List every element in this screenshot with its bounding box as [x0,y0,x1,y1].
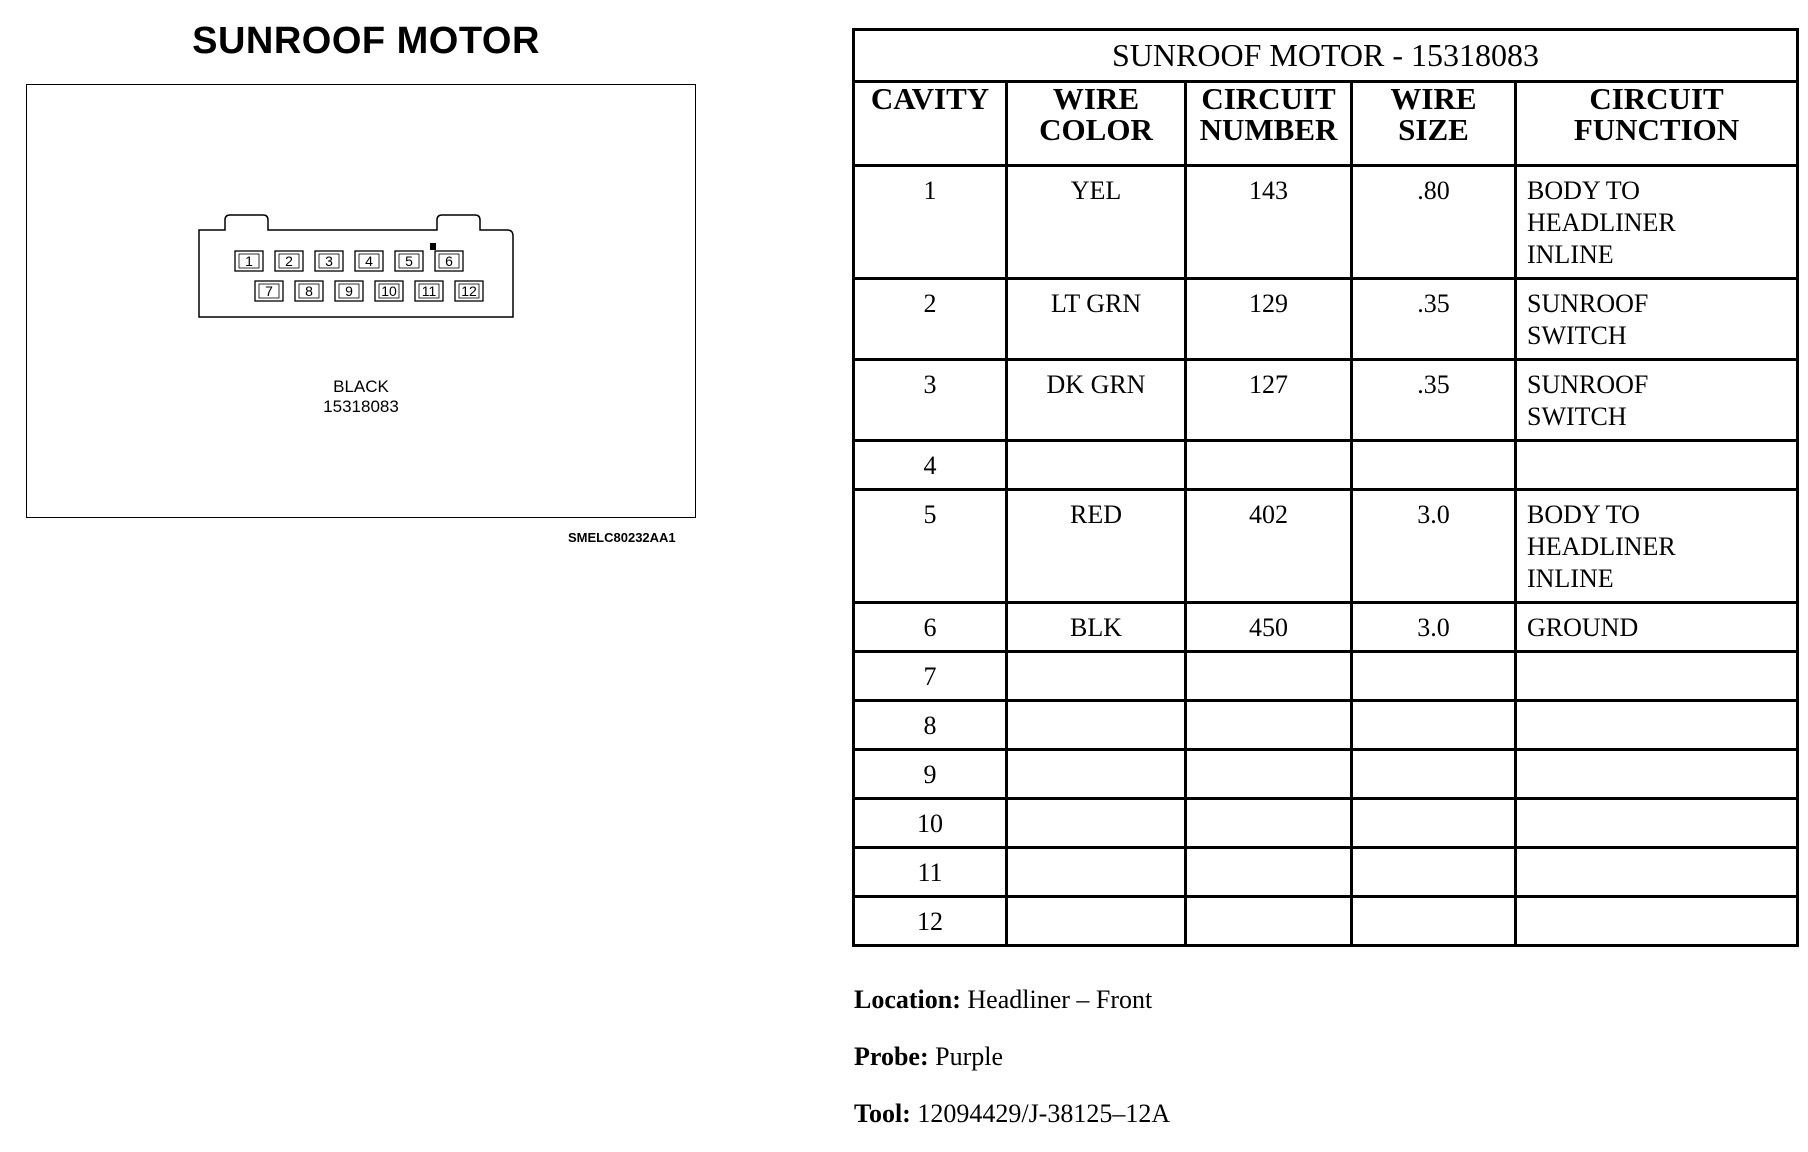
circuit-function-cell [1516,441,1798,490]
pin-cavity-8 [295,281,323,301]
wire-size-cell [1352,441,1516,490]
connector-outline [27,85,697,519]
wire-color-cell [1007,848,1186,897]
table-row [854,279,1798,360]
header-wire-size: WIRE SIZE [1352,82,1516,166]
wire-size-cell [1352,652,1516,701]
cavity-cell: 8 [854,701,1007,750]
wire-size-cell: 3.0 [1352,603,1516,652]
pin-number: 11 [421,283,437,299]
cavity-cell: 7 [854,652,1007,701]
circuit-function-line: SUNROOF [1527,289,1649,318]
circuit-function-line: HEADLINER [1527,208,1676,237]
wire-size-cell [1352,701,1516,750]
header-wire-color: WIRE COLOR [1007,82,1186,166]
table-row [854,652,1798,701]
circuit-number-cell [1186,799,1352,848]
connector-color: BLACK [333,377,389,396]
probe-note [854,1042,1003,1072]
pin-cavity-9 [335,281,363,301]
pin-cavity-10 [375,281,403,301]
circuit-function-cell [1516,750,1798,799]
circuit-function-cell [1516,279,1798,360]
connector-part-number: 15318083 [323,397,399,416]
header-circuit-function: CIRCUIT FUNCTION [1516,82,1798,166]
pin-number: 1 [245,253,253,269]
location-label: Location: [854,985,961,1014]
wire-color-cell [1007,441,1186,490]
circuit-function-line: INLINE [1527,240,1614,269]
circuit-function-line: BODY TO [1527,176,1640,205]
table-row [854,360,1798,441]
pin-number: 10 [381,283,397,299]
cavity-cell: 9 [854,750,1007,799]
table-title: SUNROOF MOTOR - 15318083 [854,30,1798,82]
table-row [854,166,1798,279]
circuit-function-line: HEADLINER [1527,532,1676,561]
pin-number: 12 [461,283,477,299]
wire-size-cell: .35 [1352,360,1516,441]
circuit-function-cell [1516,897,1798,946]
table-row [854,701,1798,750]
cavity-cell: 4 [854,441,1007,490]
cavity-cell: 10 [854,799,1007,848]
pin-number: 9 [345,283,353,299]
circuit-number-cell [1186,750,1352,799]
circuit-function-cell [1516,652,1798,701]
wire-size-cell [1352,750,1516,799]
probe-value: Purple [935,1042,1004,1071]
circuit-function-cell [1516,701,1798,750]
wire-color-cell: DK GRN [1007,360,1186,441]
table-row [854,441,1798,490]
pin-cavity-2 [275,251,303,271]
circuit-number-cell [1186,897,1352,946]
wire-color-cell: BLK [1007,603,1186,652]
circuit-function-cell [1516,166,1798,279]
wire-color-cell [1007,701,1186,750]
wire-size-cell [1352,799,1516,848]
circuit-function-line: GROUND [1527,613,1639,642]
cavity-cell: 6 [854,603,1007,652]
circuit-number-cell [1186,652,1352,701]
pin-number: 4 [365,253,373,269]
pin-number: 5 [405,253,413,269]
wire-color-cell [1007,652,1186,701]
cavity-cell: 5 [854,490,1007,603]
table-row [854,897,1798,946]
location-value: Headliner – Front [967,985,1153,1014]
wire-size-cell: 3.0 [1352,490,1516,603]
circuit-number-cell: 402 [1186,490,1352,603]
pin-cavity-7 [255,281,283,301]
header-circuit-number: CIRCUIT NUMBER [1186,82,1352,166]
circuit-number-cell: 127 [1186,360,1352,441]
circuit-function-cell [1516,490,1798,603]
circuit-number-cell [1186,701,1352,750]
pin-cavity-11 [415,281,443,301]
figure-id: SMELC80232AA1 [568,530,676,545]
wire-color-cell [1007,799,1186,848]
cavity-cell: 1 [854,166,1007,279]
location-note [854,985,1152,1015]
pin-cavity-4 [355,251,383,271]
pin-cavity-3 [315,251,343,271]
pin-cavity-12 [455,281,483,301]
circuit-number-cell [1186,441,1352,490]
wire-size-cell: .80 [1352,166,1516,279]
cavity-cell: 12 [854,897,1007,946]
pin-cavity-1 [235,251,263,271]
tool-note [854,1099,1170,1129]
circuit-function-line: BODY TO [1527,500,1640,529]
cavity-cell: 3 [854,360,1007,441]
circuit-number-cell: 450 [1186,603,1352,652]
tool-value: 12094429/J-38125–12A [917,1099,1171,1128]
circuit-function-line: INLINE [1527,564,1614,593]
connector-color-label [27,377,695,417]
cavity-cell: 11 [854,848,1007,897]
pin-number: 8 [305,283,313,299]
tool-label: Tool: [854,1099,911,1128]
pin-number: 3 [325,253,333,269]
table-row [854,750,1798,799]
cavity-cell: 2 [854,279,1007,360]
circuit-function-cell [1516,603,1798,652]
wire-size-cell [1352,848,1516,897]
wire-size-cell [1352,897,1516,946]
circuit-function-line: SWITCH [1527,402,1627,431]
wire-color-cell: YEL [1007,166,1186,279]
pin-number: 6 [445,253,453,269]
table-row [854,848,1798,897]
wire-color-cell: LT GRN [1007,279,1186,360]
table-row [854,799,1798,848]
pin-cavity-6 [435,251,463,271]
circuit-number-cell: 143 [1186,166,1352,279]
table-row [854,490,1798,603]
circuit-function-cell [1516,848,1798,897]
circuit-number-cell: 129 [1186,279,1352,360]
pin-number: 7 [265,283,273,299]
circuit-function-cell [1516,799,1798,848]
probe-label: Probe: [854,1042,929,1071]
circuit-function-line: SWITCH [1527,321,1627,350]
circuit-function-cell [1516,360,1798,441]
wire-size-cell: .35 [1352,279,1516,360]
pin-cavity-5 [395,251,423,271]
connector-title: SUNROOF MOTOR [192,20,540,62]
wire-color-cell [1007,897,1186,946]
header-cavity: CAVITY [854,82,1007,166]
pin-number: 2 [285,253,293,269]
circuit-function-line: SUNROOF [1527,370,1649,399]
pinout-table [852,28,1799,947]
circuit-number-cell [1186,848,1352,897]
wire-color-cell: RED [1007,490,1186,603]
wire-color-cell [1007,750,1186,799]
table-row [854,603,1798,652]
connector-diagram [26,84,696,518]
